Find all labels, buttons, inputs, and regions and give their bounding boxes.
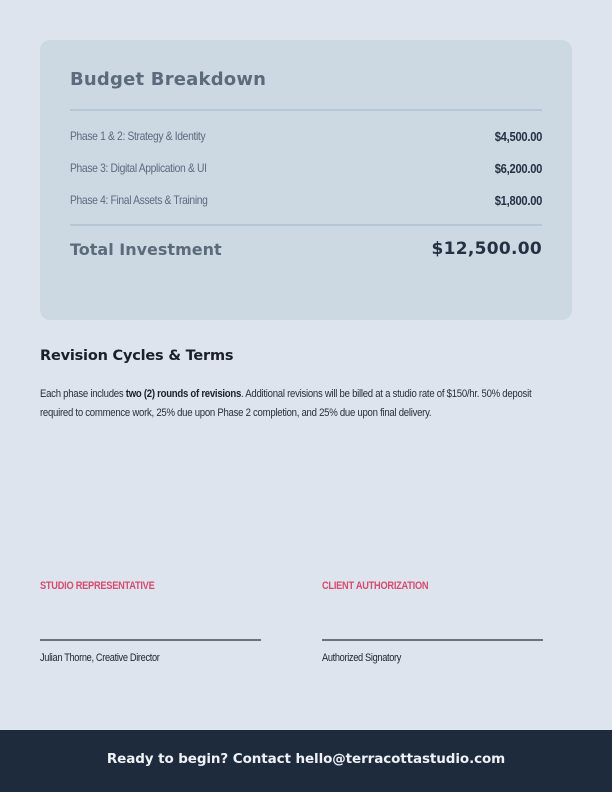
line-item-label: Phase 1 & 2: Strategy & Identity xyxy=(70,129,206,143)
signature-line[interactable] xyxy=(322,639,543,641)
line-item-amount: $4,500.00 xyxy=(494,128,542,144)
signatory-name: Julian Thorne, Creative Director xyxy=(40,652,160,664)
client-signature-block xyxy=(322,578,544,666)
total-label: Total Investment xyxy=(70,239,222,259)
line-item-label: Phase 4: Final Assets & Training xyxy=(70,193,208,207)
budget-breakdown-card xyxy=(40,40,572,320)
footer-banner xyxy=(0,730,612,792)
terms-title: Revision Cycles & Terms xyxy=(40,348,234,364)
line-item xyxy=(70,158,542,178)
line-item-amount: $1,800.00 xyxy=(494,192,542,208)
footer-contact-text[interactable]: Ready to begin? Contact hello@terracottastudio.com xyxy=(106,751,506,767)
line-item-amount: $6,200.00 xyxy=(494,160,542,176)
terms-body-prefix: Each phase includes xyxy=(40,388,126,400)
signature-heading: CLIENT AUTHORIZATION xyxy=(322,580,429,592)
line-item xyxy=(70,190,542,210)
total-row xyxy=(70,236,542,262)
signature-line[interactable] xyxy=(40,639,261,641)
total-amount: $12,500.00 xyxy=(431,239,542,259)
terms-body xyxy=(40,385,553,423)
line-item-label: Phase 3: Digital Application & UI xyxy=(70,161,207,175)
studio-signature-block xyxy=(40,578,262,666)
signature-heading: STUDIO REPRESENTATIVE xyxy=(40,580,155,592)
divider xyxy=(70,109,542,111)
budget-title: Budget Breakdown xyxy=(70,69,267,90)
signatory-name: Authorized Signatory xyxy=(322,652,402,664)
divider xyxy=(70,224,542,226)
terms-body-suffix: . Additional revisions will be billed at a studio rate of $150/hr. 50% deposit required to commence work, 25% due upon Phase 2 completion, and 25% due upon final delivery. xyxy=(40,388,532,419)
terms-body-emphasis: two (2) rounds of revisions xyxy=(125,388,242,400)
line-item xyxy=(70,126,542,146)
